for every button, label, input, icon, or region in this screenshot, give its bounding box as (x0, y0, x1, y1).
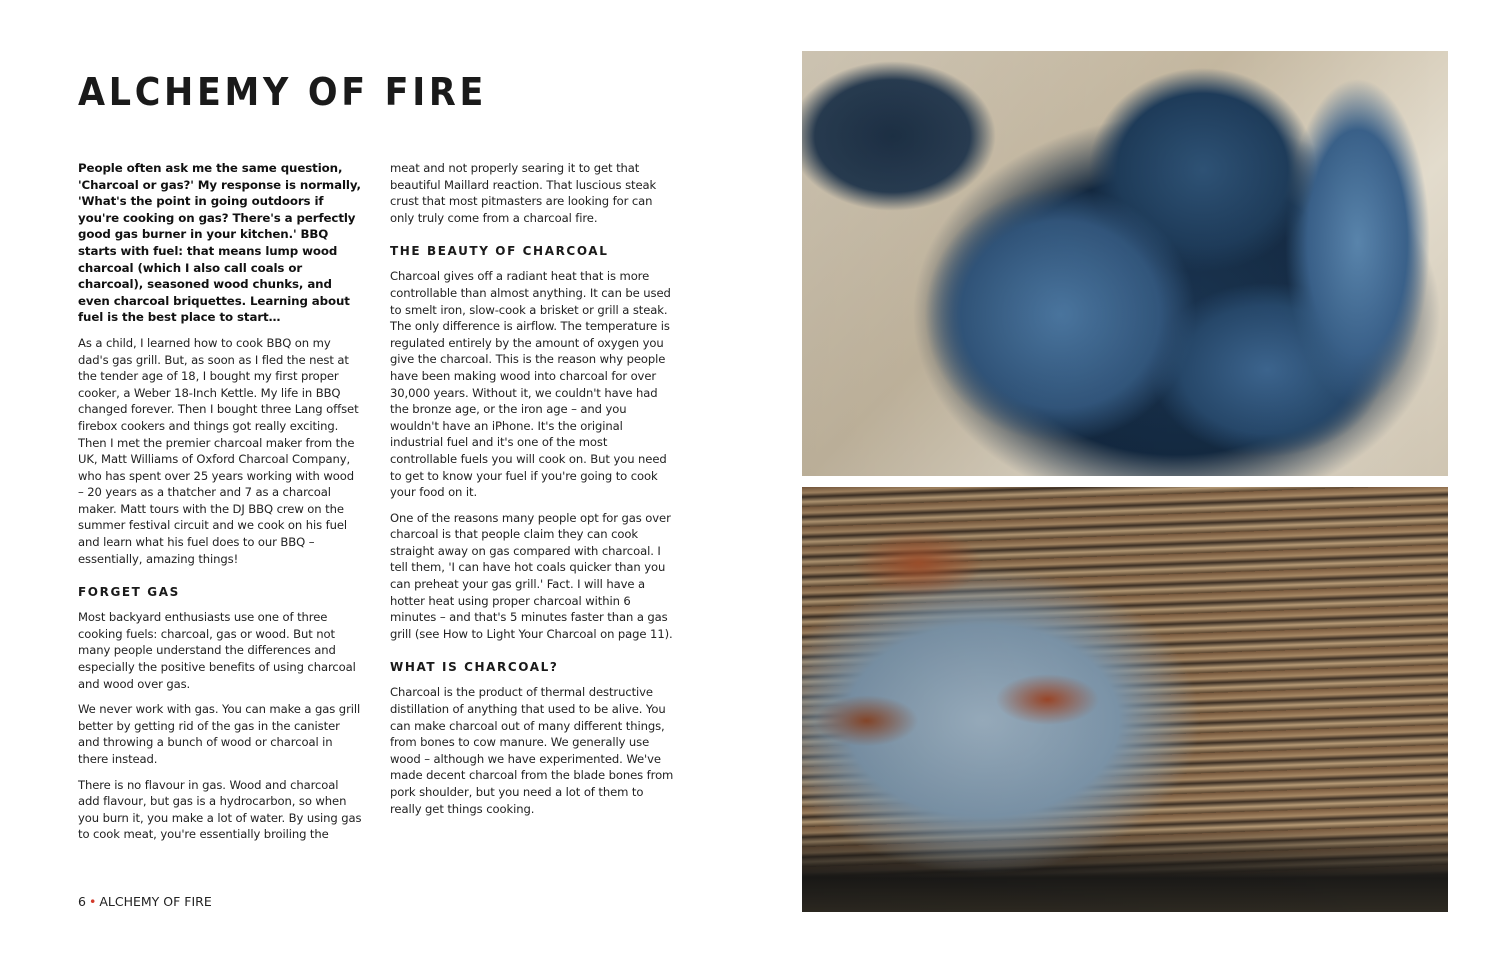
page-title: ALCHEMY OF FIRE (78, 70, 488, 114)
paragraph: Charcoal gives off a radiant heat that is more controllable than almost anything. It can be used to smelt iron, slow-cook a brisket or grill a steak. The only difference is airflow. The temperature is regulated entirely by the amount of oxygen you give the charcoal. This is the reason why people have been making wood into charcoal for over 30,000 years. Without it, we couldn't have had the bronze age, or the iron age – and you wouldn't have an iPhone. It's the original industrial fuel and it's one of the most controllable fuels you will cook on. But you need to get to know your fuel if you're going to cook your food on it. (390, 269, 671, 500)
running-section-title: ALCHEMY OF FIRE (99, 894, 212, 909)
section-heading-what-is-charcoal: WHAT IS CHARCOAL? (390, 660, 559, 675)
charcoal-photo (802, 51, 1448, 476)
paragraph: We never work with gas. You can make a gas grill better by getting rid of the gas in the canister and throwing a bunch of wood or charcoal in there instead. (78, 702, 361, 766)
bullet-separator-icon: • (88, 894, 97, 909)
text-column-left (78, 160, 363, 852)
paragraph: Most backyard enthusiasts use one of three cooking fuels: charcoal, gas or wood. But not many people understand the differences and especially the positive benefits of using charcoal and wood over gas. (78, 610, 356, 691)
page-footer (78, 894, 212, 909)
paragraph: meat and not properly searing it to get that beautiful Maillard reaction. That luscious steak crust that most pitmasters are looking for can only truly come from a charcoal fire. (390, 161, 657, 225)
photo-shade (802, 487, 1448, 912)
paragraph: As a child, I learned how to cook BBQ on my dad's gas grill. But, as soon as I fled the nest at the tender age of 18, I bought my first proper cooker, a Weber 18-Inch Kettle. My life in BBQ changed forever. Then I bought three Lang offset firebox cookers and things got really exciting. Then I met the premier charcoal maker from the UK, Matt Williams of Oxford Charcoal Company, who has spent over 25 years working with wood – 20 years as a thatcher and 7 as a charcoal maker. Matt tours with the DJ BBQ crew on the summer festival circuit and we cook on his fuel and learn what his fuel does to our BBQ – essentially, amazing things! (78, 335, 359, 566)
photo-shade (802, 51, 1448, 476)
paragraph: One of the reasons many people opt for gas over charcoal is that people claim they can cook straight away on gas compared with charcoal. I tell them, 'I can have hot coals quicker than you can preheat your gas grill.' Fact. I will have a hotter heat using proper charcoal within 6 minutes – and that's 5 minutes faster than a gas grill (see How to Light Your Charcoal on page 11). (390, 510, 673, 641)
intro-paragraph: People often ask me the same question, 'Charcoal or gas?' My response is normally, 'What's the point in going outdoors if you're cooking on gas? There's a perfectly good gas burner in your kitchen.' BBQ starts with fuel: that means lump wood charcoal (which I also call coals or charcoal), seasoned wood chunks, and even charcoal briquettes. Learning about fuel is the best place to start… (78, 161, 361, 325)
bark-photo (802, 487, 1448, 912)
page-number: 6 (78, 894, 86, 909)
text-column-right (390, 160, 675, 826)
section-heading-beauty-of-charcoal: THE BEAUTY OF CHARCOAL (390, 244, 609, 259)
section-heading-forget-gas: FORGET GAS (78, 585, 180, 600)
paragraph: Charcoal is the product of thermal destructive distillation of anything that used to be alive. You can make charcoal out of many different things, from bones to cow manure. We generally use wood – although we have experimented. We've made decent charcoal from the blade bones from pork shoulder, but you need a lot of them to really get things cooking. (390, 685, 674, 816)
paragraph: There is no flavour in gas. Wood and charcoal add flavour, but gas is a hydrocarbon, so when you burn it, you make a lot of water. By using gas to cook meat, you're essentially broiling the (78, 777, 362, 842)
